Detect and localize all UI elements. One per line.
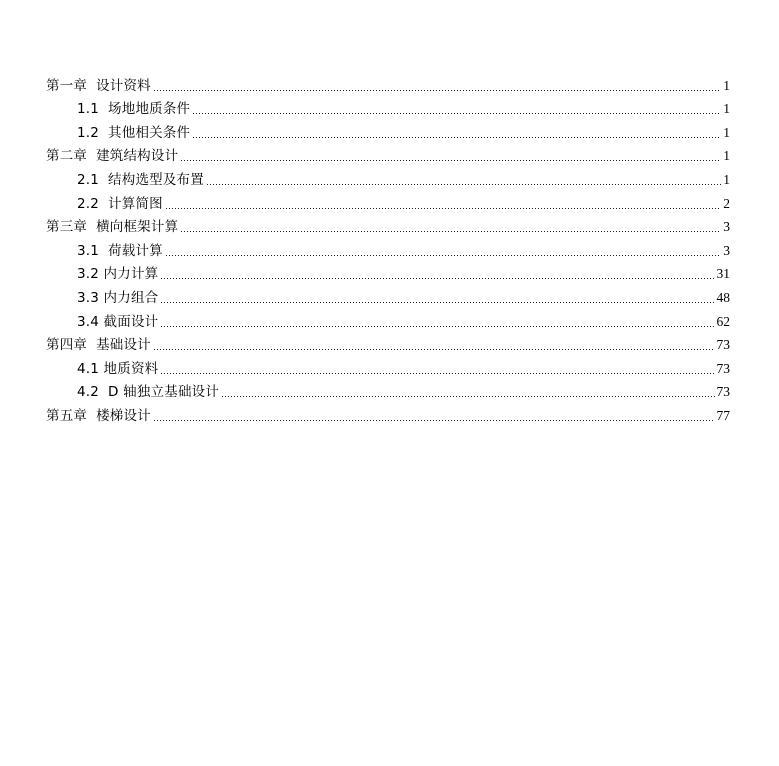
toc-entry-label: 1.1 场地地质条件 (77, 101, 191, 118)
toc-entry-label: 第三章 横向框架计算 (46, 219, 179, 236)
dot-leader (165, 208, 721, 209)
toc-page-number: 31 (716, 266, 730, 282)
toc-section-3-3[interactable] (46, 282, 730, 306)
toc-page-number: 1 (723, 77, 730, 93)
toc-section-1-1[interactable] (46, 94, 730, 118)
toc-entry-label: 第五章 楼梯设计 (46, 407, 151, 424)
toc-entry-label: 2.1 结构选型及布置 (77, 171, 204, 188)
toc-section-2-1[interactable] (46, 164, 730, 188)
toc-entry-label: 4.1 地质资料 (77, 360, 159, 377)
toc-section-4-1[interactable] (46, 353, 730, 377)
toc-section-3-1[interactable] (46, 235, 730, 259)
toc-chapter-5[interactable] (46, 400, 730, 424)
toc-section-3-4[interactable] (46, 306, 730, 330)
dot-leader (153, 420, 715, 421)
toc-entry-label: 1.2 其他相关条件 (77, 124, 191, 141)
toc-chapter-3[interactable] (46, 212, 730, 236)
toc-section-2-2[interactable] (46, 188, 730, 212)
toc-entry-label: 第一章 设计资料 (46, 77, 151, 94)
dot-leader (160, 278, 714, 279)
toc-page-number: 73 (716, 360, 730, 376)
dot-leader (180, 160, 721, 161)
toc-entry-label: 4.2 D 轴独立基础设计 (77, 384, 220, 401)
toc-entry-label: 3.1 荷载计算 (77, 242, 163, 259)
dot-leader (165, 255, 721, 256)
dot-leader (160, 326, 714, 327)
dot-leader (153, 90, 721, 91)
toc-chapter-4[interactable] (46, 330, 730, 354)
toc-page-number: 1 (723, 148, 730, 164)
dot-leader (206, 184, 721, 185)
toc-page-number: 73 (716, 384, 730, 400)
toc-section-1-2[interactable] (46, 117, 730, 141)
toc-page-number: 3 (723, 219, 730, 235)
toc-entry-label: 2.2 计算简图 (77, 195, 163, 212)
toc-page-number: 2 (723, 195, 730, 211)
toc-entry-label: 3.2 内力计算 (77, 266, 159, 283)
table-of-contents (46, 70, 730, 424)
toc-page-number: 3 (723, 242, 730, 258)
toc-page-number: 73 (716, 337, 730, 353)
toc-entry-label: 3.3 内力组合 (77, 289, 159, 306)
toc-page-number: 48 (716, 289, 730, 305)
dot-leader (192, 137, 721, 138)
toc-page-number: 62 (716, 313, 730, 329)
dot-leader (160, 373, 714, 374)
dot-leader (180, 231, 721, 232)
toc-page-number: 1 (723, 171, 730, 187)
toc-page-number: 1 (723, 124, 730, 140)
toc-entry-label: 3.4 截面设计 (77, 313, 159, 330)
toc-entry-label: 第二章 建筑结构设计 (46, 148, 179, 165)
toc-entry-label: 第四章 基础设计 (46, 337, 151, 354)
dot-leader (221, 396, 714, 397)
toc-chapter-1[interactable] (46, 70, 730, 94)
toc-chapter-2[interactable] (46, 141, 730, 165)
dot-leader (192, 113, 721, 114)
dot-leader (153, 349, 715, 350)
toc-section-3-2[interactable] (46, 259, 730, 283)
toc-section-4-2[interactable] (46, 377, 730, 401)
toc-page-number: 77 (716, 407, 730, 423)
toc-page-number: 1 (723, 101, 730, 117)
dot-leader (160, 302, 714, 303)
